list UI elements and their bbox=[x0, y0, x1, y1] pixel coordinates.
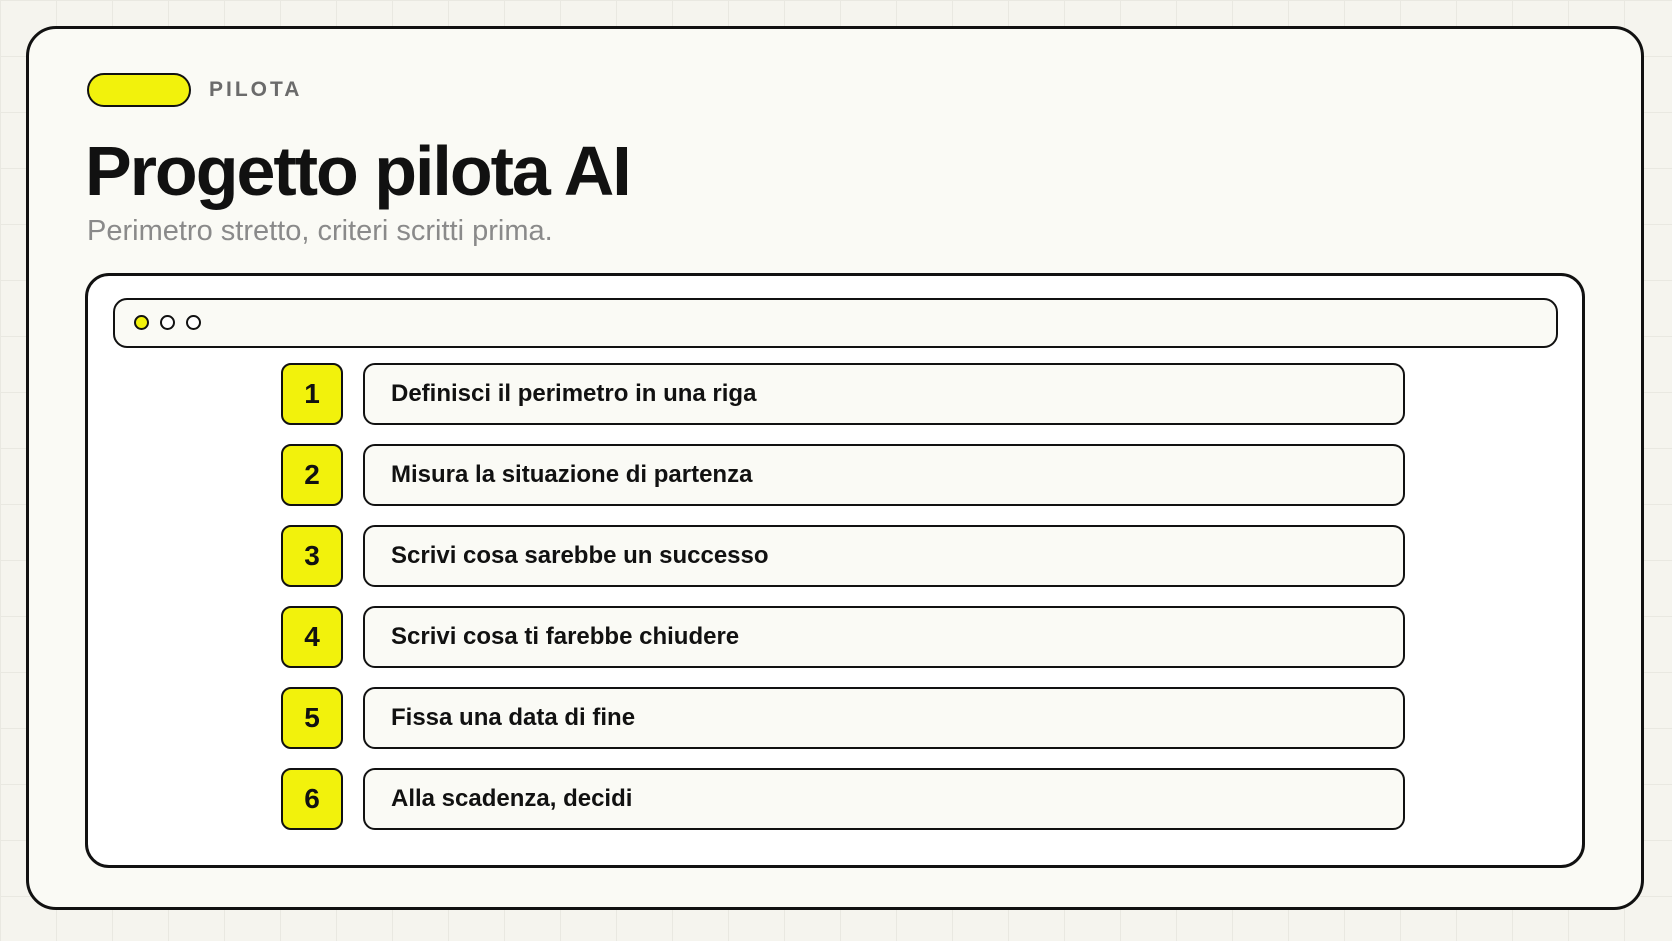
step-text: Definisci il perimetro in una riga bbox=[363, 363, 1405, 425]
step-number-badge: 6 bbox=[281, 768, 343, 830]
tag-pill-shape bbox=[87, 73, 191, 107]
step-text: Fissa una data di fine bbox=[363, 687, 1405, 749]
step-text: Misura la situazione di partenza bbox=[363, 444, 1405, 506]
step-item bbox=[281, 444, 1405, 506]
window-dot-icon bbox=[160, 315, 175, 330]
steps-list bbox=[281, 363, 1405, 849]
step-text: Scrivi cosa sarebbe un successo bbox=[363, 525, 1405, 587]
section-tag bbox=[87, 73, 302, 107]
page-title: Progetto pilota AI bbox=[85, 132, 630, 210]
window-title-bar bbox=[113, 298, 1558, 348]
step-number-badge: 2 bbox=[281, 444, 343, 506]
browser-window-mock bbox=[85, 273, 1585, 868]
page-subtitle: Perimetro stretto, criteri scritti prima. bbox=[87, 215, 553, 247]
window-dot-icon bbox=[134, 315, 149, 330]
step-text: Scrivi cosa ti farebbe chiudere bbox=[363, 606, 1405, 668]
tag-label: PILOTA bbox=[209, 78, 303, 101]
step-number-badge: 3 bbox=[281, 525, 343, 587]
step-item bbox=[281, 687, 1405, 749]
step-number-badge: 5 bbox=[281, 687, 343, 749]
window-dot-icon bbox=[186, 315, 201, 330]
step-number-badge: 1 bbox=[281, 363, 343, 425]
step-item bbox=[281, 525, 1405, 587]
step-item bbox=[281, 768, 1405, 830]
step-text: Alla scadenza, decidi bbox=[363, 768, 1405, 830]
step-item bbox=[281, 363, 1405, 425]
step-number-badge: 4 bbox=[281, 606, 343, 668]
step-item bbox=[281, 606, 1405, 668]
slide-card bbox=[26, 26, 1644, 910]
